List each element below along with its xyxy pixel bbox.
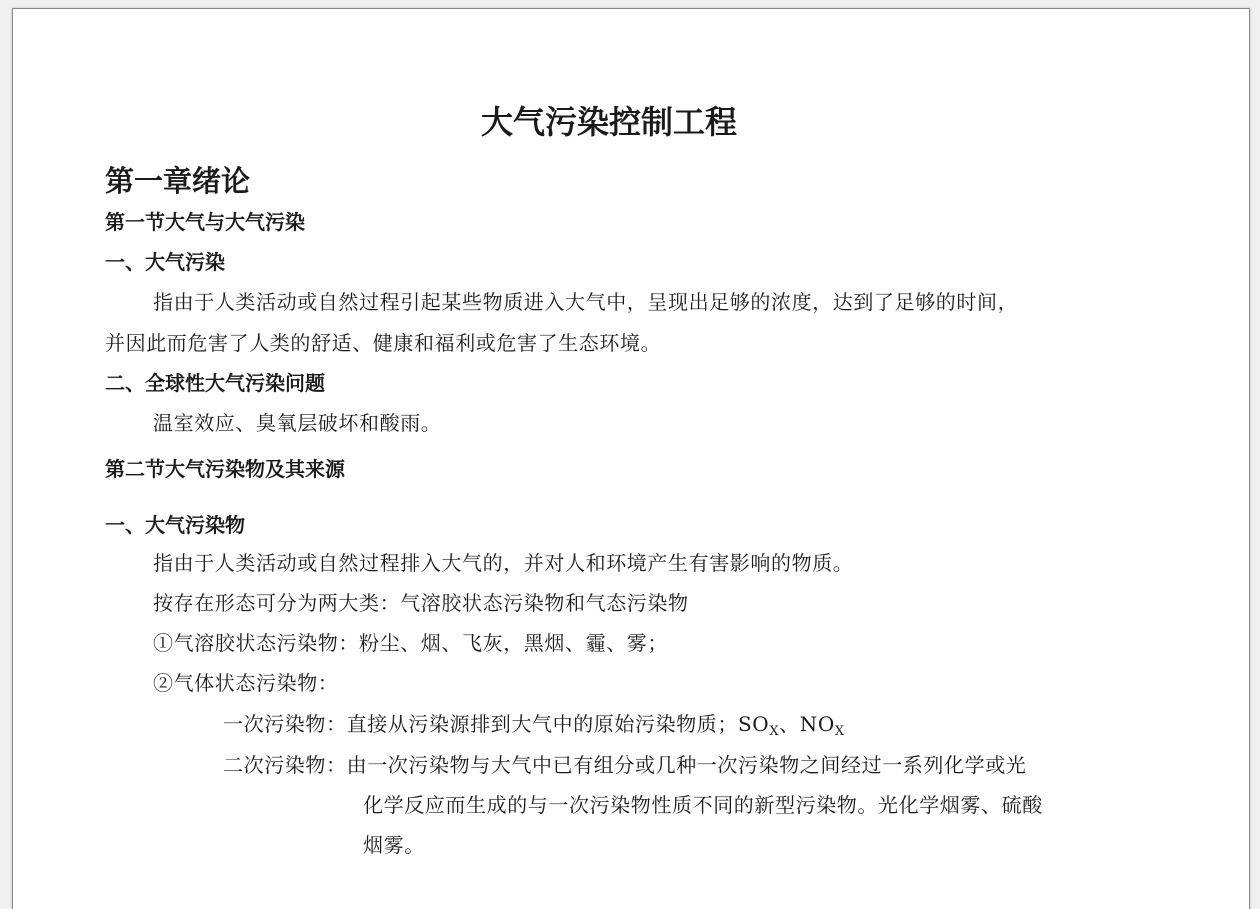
section-1-item-2-heading: 二、全球性大气污染问题 — [105, 371, 325, 395]
section-2-item-1-heading: 一、大气污染物 — [105, 513, 245, 537]
section-1-item-1-paragraph-line-1: 指由于人类活动或自然过程引起某些物质进入大气中，呈现出足够的浓度，达到了足够的时间， — [153, 290, 1019, 314]
so-subscript: X — [769, 724, 780, 739]
pollutant-definition: 指由于人类活动或自然过程排入大气的，并对人和环境产生有害影响的物质。 — [153, 551, 854, 575]
secondary-pollutants-line-1: 二次污染物：由一次污染物与大气中已有组分或几种一次污染物之间经过一系列化学或光 — [223, 753, 1027, 777]
section-1-item-1-heading: 一、大气污染 — [105, 250, 225, 274]
document-title: 大气污染控制工程 — [481, 103, 738, 141]
primary-pollutants-text: 一次污染物：直接从污染源排到大气中的原始污染物质；SO — [223, 712, 770, 736]
aerosol-pollutants: ①气溶胶状态污染物：粉尘、烟、飞灰，黑烟、霾、雾； — [153, 631, 668, 655]
secondary-pollutants-line-2: 化学反应而生成的与一次污染物性质不同的新型污染物。光化学烟雾、硫酸 — [363, 793, 1043, 817]
pollutant-classification: 按存在形态可分为两大类：气溶胶状态污染物和气态污染物 — [153, 591, 689, 615]
section-1-heading: 第一节大气与大气污染 — [105, 210, 305, 234]
secondary-pollutants-line-3: 烟雾。 — [363, 833, 425, 857]
section-1-item-2-paragraph: 温室效应、臭氧层破坏和酸雨。 — [153, 411, 442, 435]
primary-pollutants — [223, 708, 845, 739]
section-1-item-1-paragraph-line-2: 并因此而危害了人类的舒适、健康和福利或危害了生态环境。 — [105, 331, 662, 355]
document-page — [12, 8, 1250, 909]
chapter-heading: 第一章绪论 — [105, 164, 251, 198]
section-2-heading: 第二节大气污染物及其来源 — [105, 457, 345, 481]
no-subscript: X — [834, 724, 845, 739]
gaseous-pollutants: ②气体状态污染物： — [153, 671, 339, 695]
primary-pollutants-mid: 、NO — [779, 712, 835, 736]
